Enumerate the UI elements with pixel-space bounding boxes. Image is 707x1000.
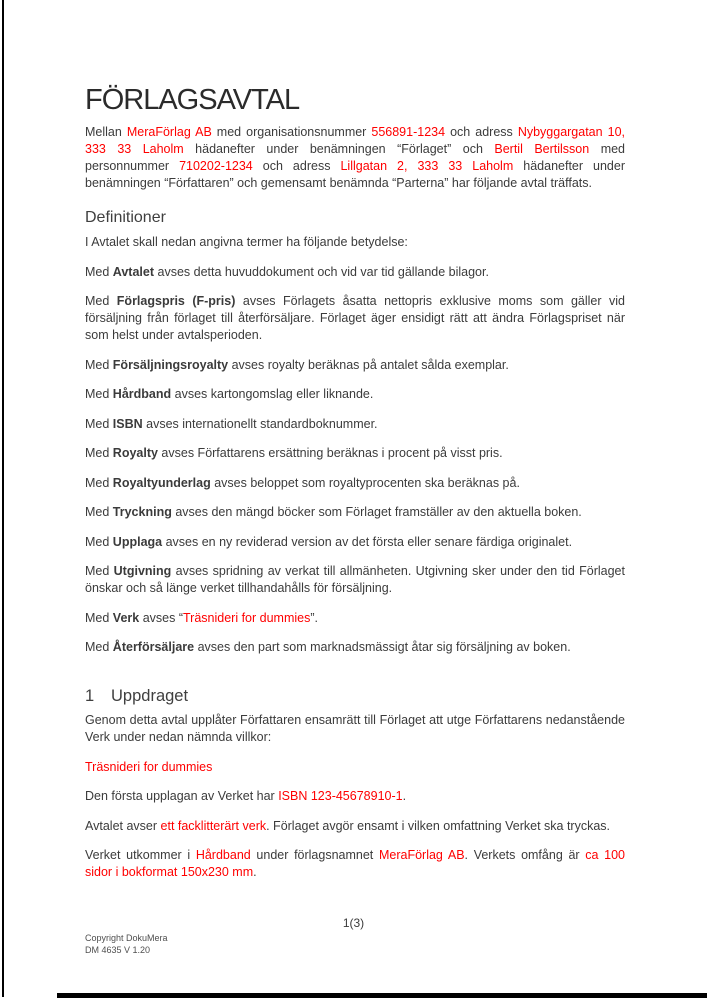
page-number: 1(3)	[342, 916, 365, 930]
text-run: Med	[85, 416, 113, 431]
text-run: avses “	[139, 610, 183, 625]
field-value: MeraFörlag AB	[126, 125, 212, 139]
text-run: med personnummer	[85, 142, 626, 173]
definition-paragraph	[85, 416, 625, 433]
text-run: Med	[85, 505, 113, 519]
text-run: avses Författarens ersättning beräknas i procent på visst pris.	[157, 446, 503, 460]
text-run: Med	[85, 357, 113, 372]
field-value: 710202-1234	[179, 159, 253, 173]
definition-paragraph	[85, 639, 625, 656]
text-run: .	[253, 865, 257, 879]
text-run: och adress	[445, 125, 518, 139]
text-run: Med	[85, 610, 113, 625]
defined-term: Utgivning	[113, 564, 172, 578]
text-run: ”.	[310, 610, 318, 625]
section-paragraph	[85, 818, 625, 835]
text-run: . Verkets omfång är	[464, 848, 586, 862]
text-run: Med	[85, 294, 117, 308]
field-value: Bertil Bertilsson	[494, 142, 590, 156]
definition-paragraph	[85, 357, 625, 374]
field-value: Träsnideri for dummies	[182, 610, 311, 625]
text-run: . Förlaget avgör ensamt i vilken omfattning Verket ska tryckas.	[266, 818, 611, 833]
definition-paragraph	[85, 610, 625, 627]
section-paragraph	[85, 847, 625, 881]
text-run: Mellan	[85, 125, 127, 139]
defined-term: Tryckning	[112, 505, 172, 519]
text-run: Genom detta avtal upplåter Författaren ensamrätt till Förlaget att utge Författarens nedanstående Verk under nedan nämnda villkor:	[85, 713, 625, 744]
definitions-lead: I Avtalet skall nedan angivna termer ha följande betydelse:	[85, 235, 408, 249]
section-1-heading-label: Uppdraget	[111, 687, 189, 705]
text-run: avses den mängd böcker som Förlaget framställer av den aktuella boken.	[171, 505, 582, 519]
text-run: avses Förlagets åsatta nettopris exklusive moms som gäller vid försäljning från förlaget till återförsäljare. Förlaget äger ensidigt rätt att ändra Förlagspriset när som helst under avtalsperioden.	[85, 294, 625, 342]
field-value: Nybyggargatan 10, 333 33 Laholm	[85, 125, 625, 156]
text-run: Med	[85, 446, 113, 460]
defined-term: Försäljningsroyalty	[112, 357, 229, 372]
field-value: 556891-1234	[371, 125, 446, 139]
section-1-heading	[85, 686, 625, 706]
section-1-paragraphs	[85, 712, 625, 881]
defined-term: Förlagspris (F-pris)	[116, 294, 236, 308]
definitions-list	[85, 264, 625, 657]
version-line: DM 4635 V 1.20	[85, 944, 151, 955]
text-run: Med	[85, 264, 113, 279]
definition-paragraph	[85, 504, 625, 521]
footer-copyright	[85, 933, 168, 956]
defined-term: Royalty	[112, 446, 158, 460]
field-value: Träsnideri for dummies	[85, 759, 213, 774]
section-paragraph	[85, 788, 625, 805]
definitions-heading: Definitioner	[85, 209, 166, 226]
text-run: Den första upplagan av Verket har	[85, 789, 279, 803]
defined-term: Avtalet	[112, 264, 155, 279]
document-body	[85, 84, 625, 881]
text-run: under förlagsnamnet	[250, 848, 379, 862]
section-1-number: 1	[85, 687, 95, 705]
field-value: ett facklitterärt verk	[160, 818, 267, 833]
definition-paragraph	[85, 264, 625, 281]
text-run: avses internationellt standardboknummer.	[142, 416, 378, 431]
section-paragraph	[85, 712, 625, 746]
defined-term: ISBN	[112, 416, 143, 431]
copyright-line: Copyright DokuMera	[85, 933, 168, 943]
definition-paragraph	[85, 445, 625, 462]
text-run: Med	[85, 387, 113, 401]
text-run: Med	[85, 534, 113, 549]
defined-term: Verk	[112, 610, 140, 625]
text-run: avses royalty beräknas på antalet sålda exemplar.	[228, 357, 509, 372]
text-run: och adress	[252, 159, 341, 173]
field-value: MeraFörlag AB	[378, 848, 465, 862]
text-run: avses spridning av verkat till allmänheten. Utgivning sker under den tid Förlaget önskar och så länge verket tillhandahålls för försäljning.	[85, 564, 625, 595]
scan-edge-left	[2, 0, 4, 997]
section-paragraph	[85, 759, 625, 776]
field-value: ca 100 sidor i bokformat 150x230 mm	[85, 848, 625, 879]
definition-paragraph	[85, 386, 625, 403]
text-run: Verket utkommer i	[85, 848, 196, 862]
text-run: avses den part som marknadsmässigt åtar sig försäljning av boken.	[194, 640, 571, 654]
definition-paragraph	[85, 563, 625, 597]
document-title: FÖRLAGSAVTAL	[85, 84, 300, 116]
text-run: hädanefter under benämningen “Förlaget” och	[183, 142, 495, 156]
text-run: avses kartongomslag eller liknande.	[171, 387, 374, 401]
definition-paragraph	[85, 293, 625, 344]
defined-term: Hårdband	[112, 387, 172, 401]
text-run: avses en ny reviderad version av det första eller senare färdiga originalet.	[162, 534, 573, 549]
text-run: .	[402, 789, 407, 803]
definition-paragraph	[85, 534, 625, 551]
defined-term: Royaltyunderlag	[112, 475, 211, 490]
scan-edge-bottom	[57, 993, 707, 998]
field-value: Hårdband	[195, 848, 251, 862]
text-run: Avtalet avser	[85, 818, 161, 833]
field-value: ISBN 123-45678910-1	[278, 789, 403, 803]
text-run: Med	[85, 640, 113, 654]
text-run: Med	[85, 564, 114, 578]
definition-paragraph	[85, 475, 625, 492]
field-value: Lillgatan 2, 333 33 Laholm	[340, 159, 514, 173]
text-run: med organisationsnummer	[211, 125, 372, 139]
text-run: avses beloppet som royaltyprocenten ska beräknas på.	[210, 475, 520, 490]
text-run: hädanefter under benämningen “Författaren” och gemensamt benämnda “Parterna” har följande avtal träffats.	[85, 159, 626, 190]
intro-paragraph	[85, 124, 625, 192]
defined-term: Återförsäljare	[112, 640, 195, 654]
text-run: avses detta huvuddokument och vid var tid gällande bilagor.	[154, 264, 489, 279]
text-run: Med	[85, 475, 113, 490]
defined-term: Upplaga	[112, 534, 163, 549]
